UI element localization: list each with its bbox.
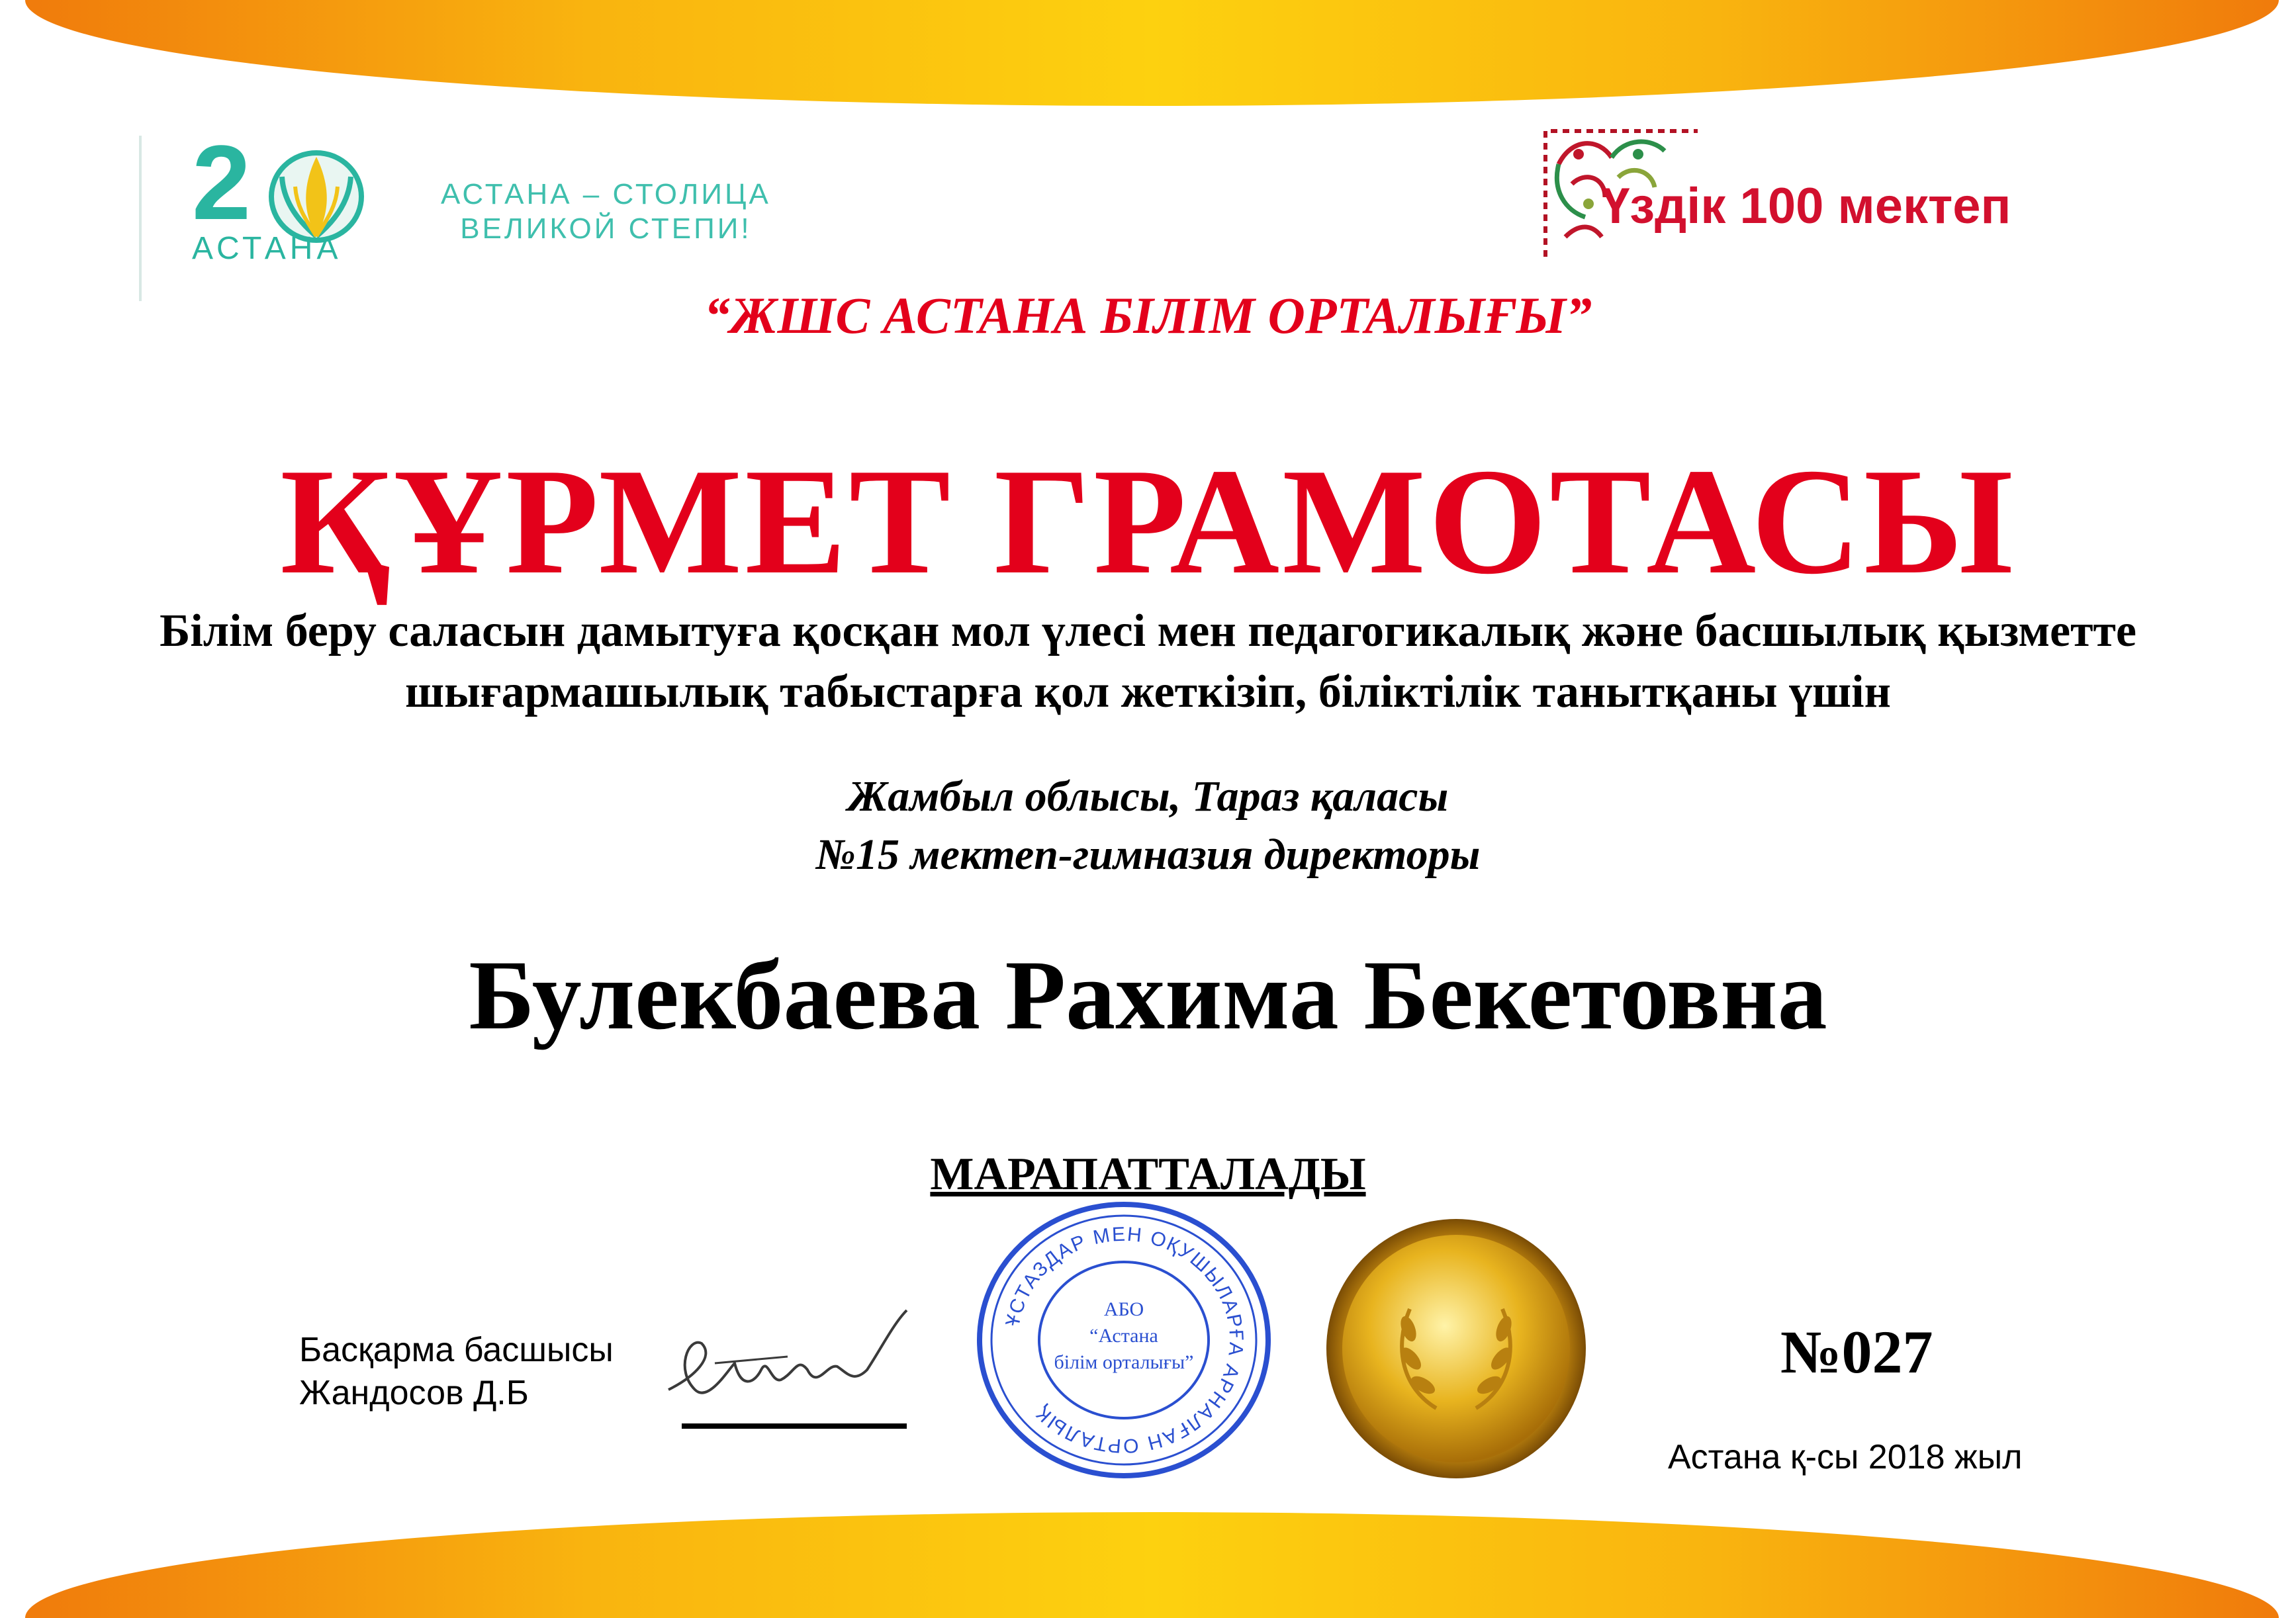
handwritten-signature xyxy=(655,1297,940,1443)
stamp-center-line-1: АБО xyxy=(1103,1298,1144,1320)
awarded-word: МАРАПАТТАЛАДЫ xyxy=(930,1149,1366,1200)
recipient-region: Жамбыл облысы, Тараз қаласы xyxy=(847,772,1449,821)
city-year: Астана қ-сы 2018 жыл xyxy=(1668,1438,2023,1476)
astana-20-logo-number: 2 xyxy=(192,123,251,242)
top-orange-band xyxy=(25,0,2279,106)
certificate-number: №027 xyxy=(1780,1318,1933,1386)
stamp-ring-text: ҰСТАЗДАР МЕН ОҚУШЫЛАРҒА АРНАЛҒАН ОРТАЛЫҚ xyxy=(1001,1223,1248,1457)
astana-20-logo-word: АСТАНА xyxy=(192,231,342,266)
award-reason xyxy=(0,601,2296,723)
certificate-title: ҚҰРМЕТ ГРАМОТАСЫ xyxy=(280,437,2016,606)
recipient-job: №15 мектеп-гимназия директоры xyxy=(815,831,1481,879)
uzdik-100-mektep-logo: Үздік 100 мектеп xyxy=(1602,178,2011,234)
stamp-center-line-3: білім орталығы” xyxy=(1054,1351,1194,1373)
logo-divider xyxy=(139,136,142,301)
signatory-position: Басқарма басшысы xyxy=(299,1331,614,1369)
slogan-line-2: ВЕЛИКОЙ СТЕПИ! xyxy=(460,212,752,245)
official-stamp xyxy=(972,1198,1276,1482)
astana-slogan xyxy=(441,177,771,246)
bottom-orange-band xyxy=(25,1512,2279,1618)
award-reason-line-2: шығармашылық табыстарға қол жеткізіп, біліктілік танытқаны үшін xyxy=(405,666,1891,717)
award-reason-line-1: Білім беру саласын дамытуға қосқан мол үлесі мен педагогикалық және басшылық қызметте xyxy=(160,606,2136,656)
signatory-name: Жандосов Д.Б xyxy=(299,1374,529,1412)
slogan-line-1: АСТАНА – СТОЛИЦА xyxy=(441,178,771,210)
recipient-name: Булекбаева Рахима Бекетовна xyxy=(469,940,1827,1050)
organization-name: “ЖШС АСТАНА БІЛІМ ОРТАЛЫҒЫ” xyxy=(704,287,1592,344)
gold-medal-icon xyxy=(1324,1216,1588,1481)
stamp-center-line-2: “Астана xyxy=(1089,1325,1158,1347)
recipient-position xyxy=(0,768,2296,884)
